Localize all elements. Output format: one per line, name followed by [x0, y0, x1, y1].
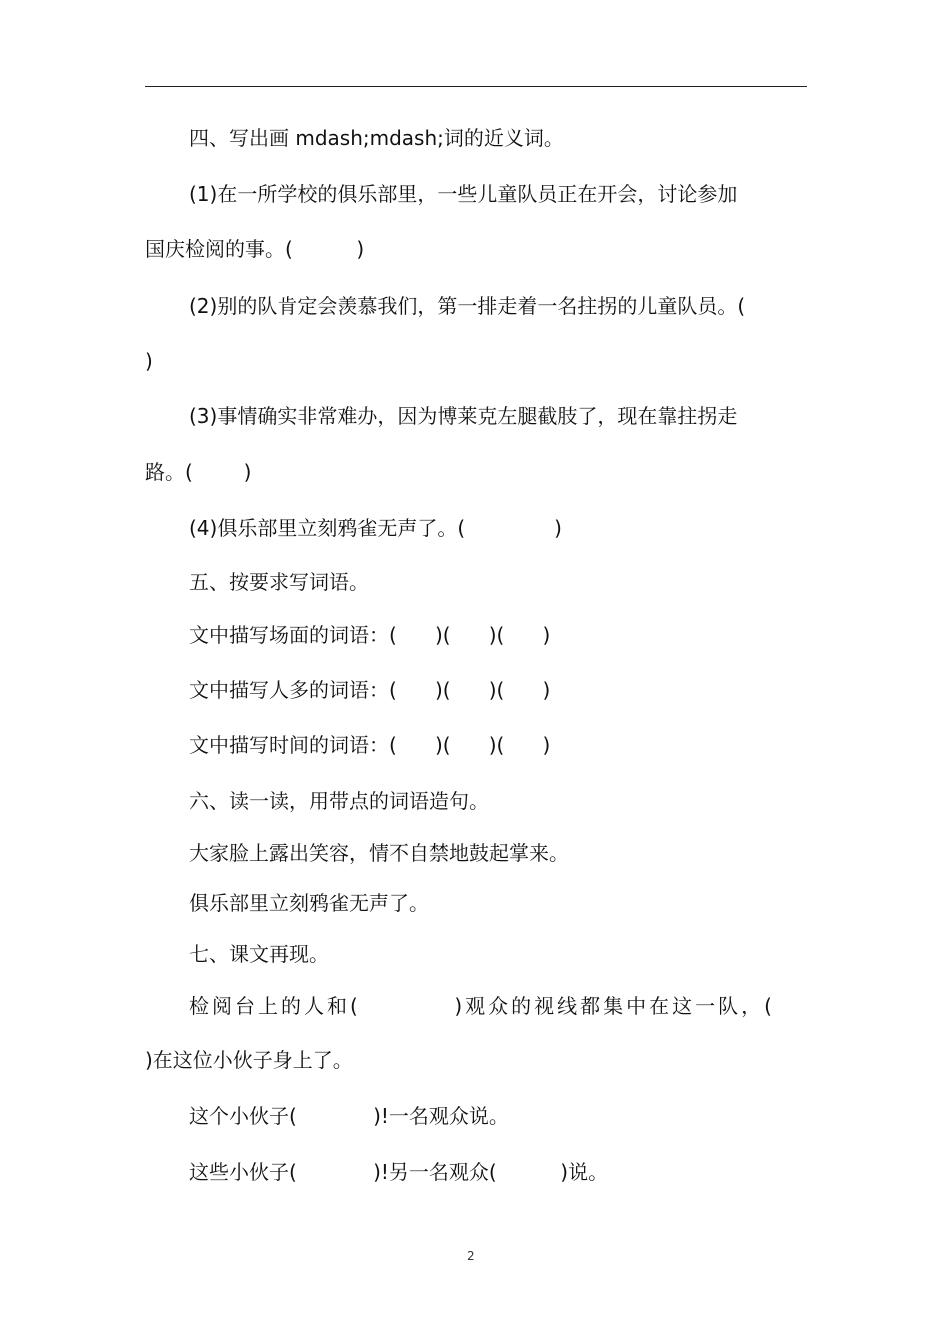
time-words-line: 文中描写时间的词语：( )( )( ) [189, 733, 551, 757]
page-number: 2 [467, 1249, 475, 1263]
question-4: (4)俱乐部里立刻鸦雀无声了。( ) [189, 516, 562, 540]
sentence-2: 俱乐部里立刻鸦雀无声了。 [189, 891, 429, 915]
question-1-line-2: 国庆检阅的事。( ) [145, 237, 365, 261]
recall-line-2: )在这位小伙子身上了。 [145, 1048, 353, 1072]
section-7-heading: 七、课文再现。 [189, 942, 329, 966]
question-2-line-2: ) [145, 349, 153, 373]
recall-line-4: 这些小伙子( )!另一名观众( )说。 [189, 1160, 609, 1184]
crowd-words-line: 文中描写人多的词语：( )( )( ) [189, 678, 551, 702]
question-1-line-1: (1)在一所学校的俱乐部里，一些儿童队员正在开会，讨论参加 [189, 182, 738, 206]
scene-words-line: 文中描写场面的词语：( )( )( ) [189, 623, 551, 647]
recall-line-1: 检阅台上的人和( )观众的视线都集中在这一队，( [189, 994, 775, 1018]
section-6-heading: 六、读一读，用带点的词语造句。 [189, 789, 489, 813]
recall-line-3: 这个小伙子( )!一名观众说。 [189, 1104, 509, 1128]
question-3-line-2: 路。( ) [145, 460, 252, 484]
header-rule [145, 86, 807, 87]
section-4-heading: 四、写出画 mdash;mdash;词的近义词。 [189, 126, 564, 150]
question-3-line-1: (3)事情确实非常难办，因为博莱克左腿截肢了，现在靠拄拐走 [189, 404, 738, 428]
question-2-line-1: (2)别的队肯定会羡慕我们，第一排走着一名拄拐的儿童队员。( [189, 294, 746, 318]
section-5-heading: 五、按要求写词语。 [189, 570, 369, 594]
sentence-1: 大家脸上露出笑容，情不自禁地鼓起掌来。 [189, 841, 569, 865]
